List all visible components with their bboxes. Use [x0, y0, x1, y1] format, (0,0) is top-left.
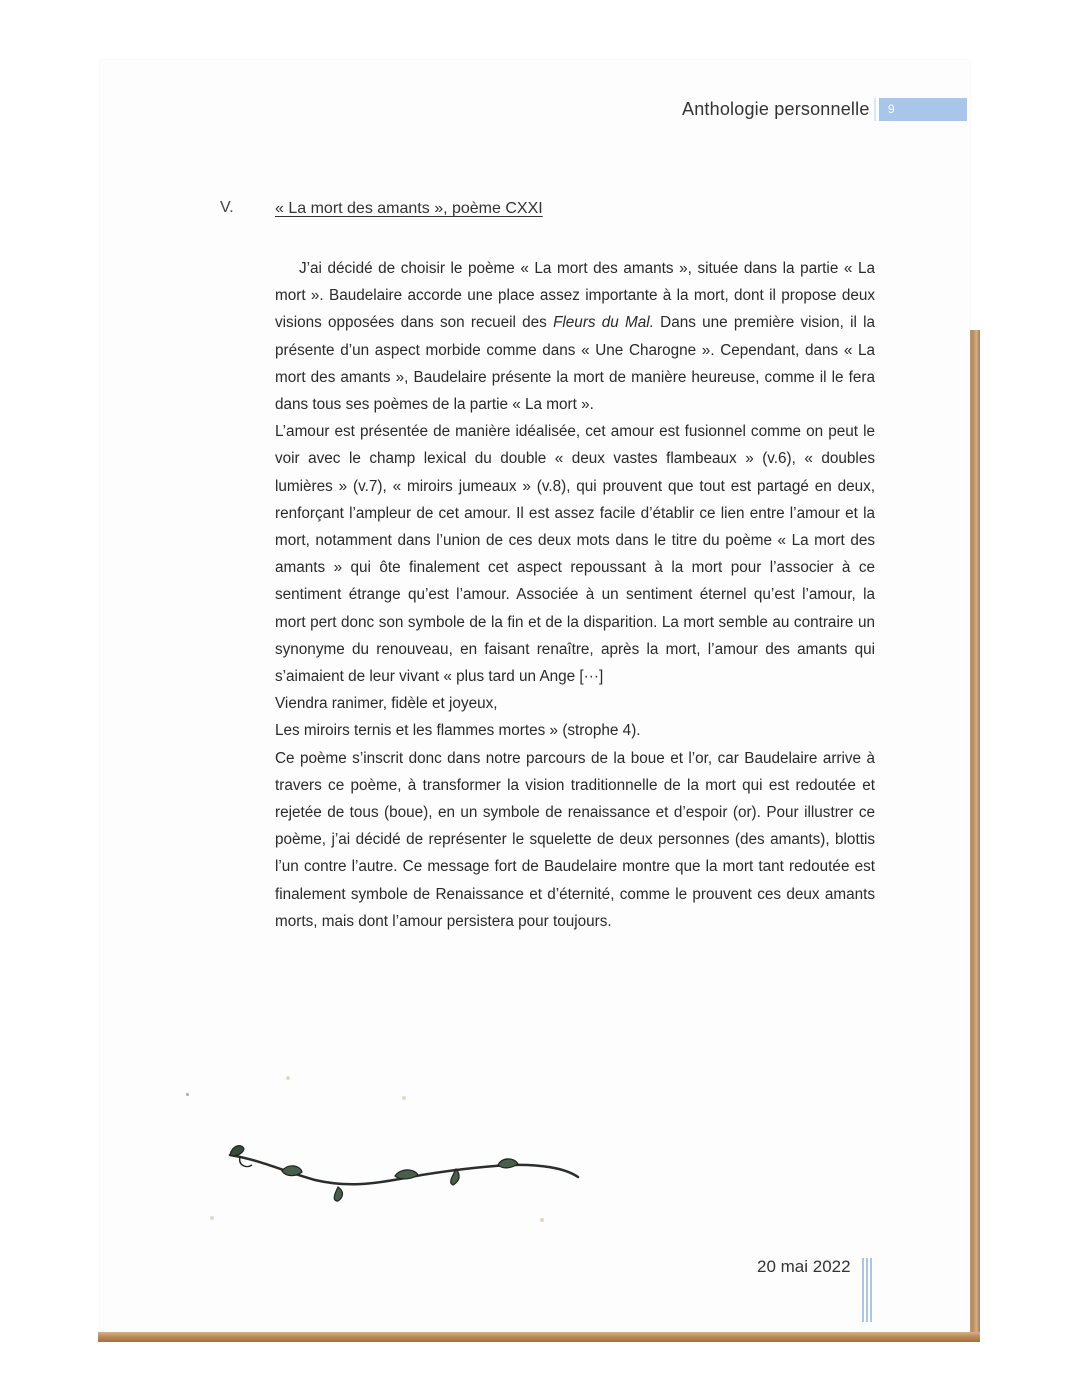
- paragraph-conclusion: Ce poème s’inscrit donc dans notre parcours de la boue et l’or, car Baudelaire arrive à travers ce poème, à transformer la vision traditionnelle de la mort qui est redoutée et rejetée de tous (boue), en un symbole de renaissance et d’espoir (or). Pour illustrer ce poème, j’ai décidé de représenter le squelette de deux personnes (des amants), blottis l’un contre l’autre. Ce message fort de Baudelaire montre que la mort tant redoutée est finalement symbole de Renaissance et d’éternité, comme le prouvent ces deux amants morts, mais dont l’amour persistera pour toujours.: [275, 749, 875, 930]
- page-number-badge: 9: [879, 98, 967, 121]
- table-edge-bottom: [98, 1332, 980, 1342]
- footer-decoration-bars: [862, 1258, 876, 1322]
- vine-branch-icon: [220, 1135, 590, 1205]
- paper-speck: [286, 1076, 290, 1080]
- paragraph-analysis: L’amour est présentée de manière idéalisée, cet amour est fusionnel comme on peut le voir avec le champ lexical du double « deux vastes flambeaux » (v.6), « doubles lumières » (v.7), « miroirs jumeaux » (v.8), qui prouvent que tout est partagé en deux, renforçant l’ampleur de cet amour. Il est assez facile d’établir ce lien entre l’amour et la mort, notamment dans l’union de ces deux mots dans le titre du poème « La mort des amants » qui ôte finalement cet aspect repoussant à la mort pour l’associer à ce sentiment étrange qu’est l’amour. Associée à un sentiment éternel qu’est l’amour, la mort pert donc son symbole de la fin et de la disparition. La mort semble au contraire un synonyme du renouveau, en faisant renaître, après la mort, l’amour des amants qui s’aimaient de leur vivant « plus tard un Ange [···]: [275, 423, 875, 686]
- header-separator: [874, 98, 876, 121]
- paragraph-intro-part-b: Dans une première vision, il la présente d’un aspect morbide comme dans « Une Charogne ». Cependant, dans « La mort des amants », Baudelaire présente la mort de manière heureuse, comme il le fera dans tous ses poèmes de la partie « La mort ».: [275, 314, 875, 414]
- quote-line-1: Viendra ranimer, fidèle et joyeux,: [275, 695, 498, 713]
- section-title: « La mort des amants », poème CXXI: [275, 200, 543, 217]
- body-text: [275, 255, 875, 935]
- paper-speck: [402, 1096, 406, 1100]
- book-title-italic: Fleurs du Mal.: [553, 314, 654, 332]
- section-number: V.: [220, 199, 234, 216]
- paragraph-intro-part-a: J’ai décidé de choisir le poème « La mort des amants », située dans la partie « La mort ». Baudelaire accorde une place assez importante à la mort, dont il propose deux visions opposées dans son recueil des: [275, 260, 875, 332]
- footer-date: 20 mai 2022: [757, 1257, 851, 1276]
- header-title: Anthologie personnelle: [682, 99, 870, 119]
- paper-speck: [186, 1093, 189, 1096]
- paper-speck: [540, 1218, 544, 1222]
- quote-line-2: Les miroirs ternis et les flammes mortes » (strophe 4).: [275, 722, 641, 740]
- paper-speck: [210, 1216, 214, 1220]
- paragraph-intro: [275, 255, 875, 418]
